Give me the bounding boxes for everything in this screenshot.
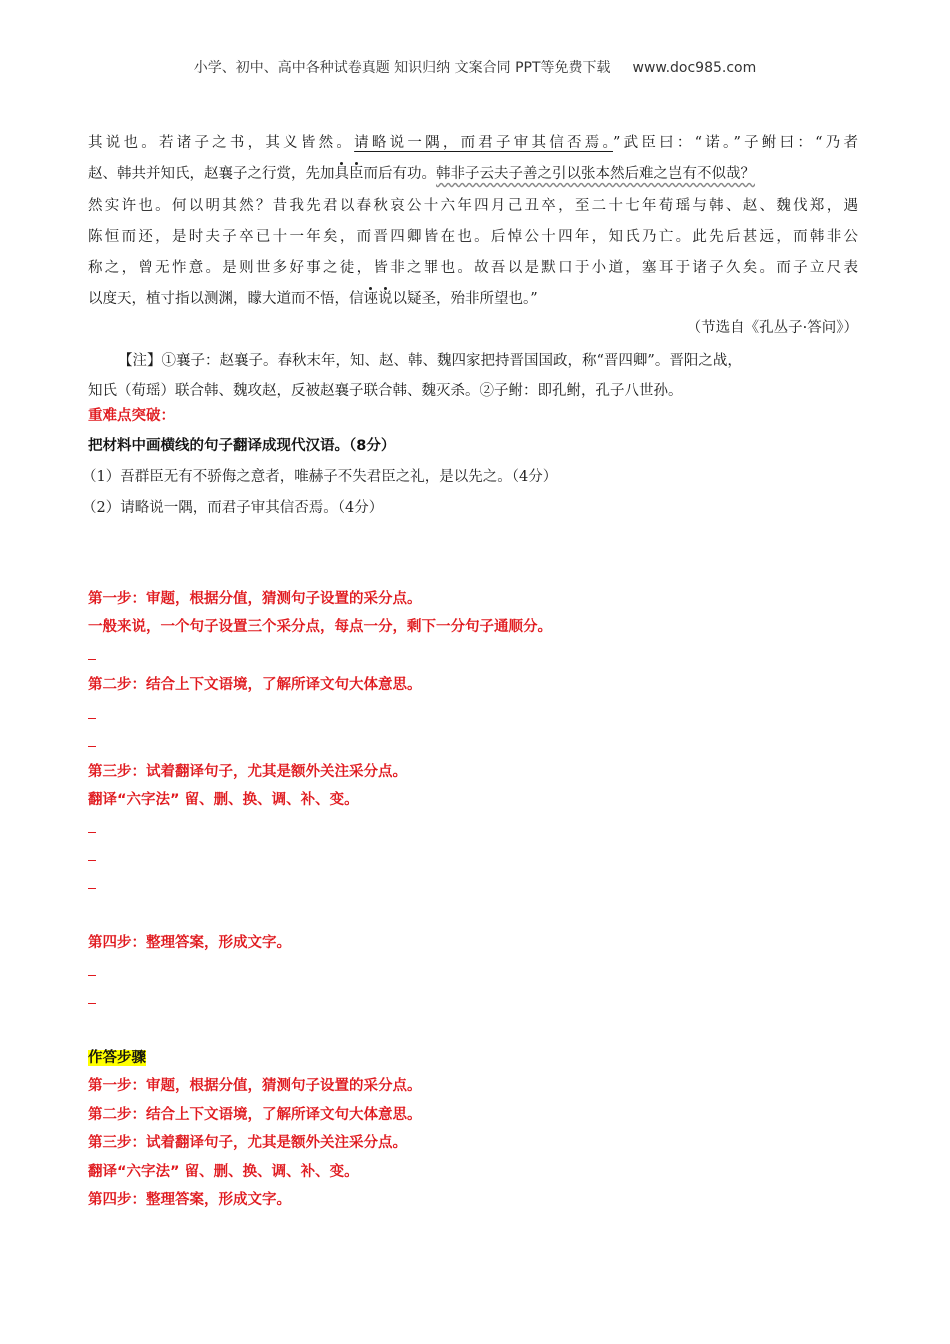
passage-line: 陈恒而还，是时夫子卒已十一年矣，而晋四卿皆在也。后悼公十四年，知氏乃亡。此先后甚远，而韩非公	[88, 228, 858, 245]
step-3: 第三步：试着翻译句子，尤其是额外关注采分点。	[88, 764, 407, 780]
step-4: 第四步：整理答案，形成文字。	[88, 935, 291, 951]
dotted-char: 说	[378, 291, 393, 308]
wavy-underlined-sentence: 韩非子云夫子善之引以张本然后难之岂有不似哉？	[436, 166, 755, 183]
annotation-note	[88, 346, 858, 406]
page-header	[0, 57, 950, 77]
task-instruction: 把材料中画横线的句子翻译成现代汉语。（8分）	[88, 438, 396, 454]
step-1: 第一步：审题，根据分值，猜测句子设置的采分点。	[88, 591, 422, 607]
header-site-link[interactable]: www.doc985.com	[632, 60, 757, 76]
passage-line: 赵、韩共并知氏，赵襄子之行赏，先加具臣而后有功。韩非子云夫子善之引以张本然后难之岂有不似哉？	[88, 166, 755, 183]
step-2: 第二步：结合上下文语境，了解所译文句大体意思。	[88, 677, 422, 693]
note-line: 【注】①襄子：赵襄子。春秋末年，知、赵、韩、魏四家把持晋国国政，称“晋四卿”。晋阳之战，	[118, 353, 742, 369]
passage-line: 称之，曾无怍意。是则世多好事之徒，皆非之罪也。故吾以是默口于小道，塞耳于诸子久矣。而子立尺表	[88, 260, 858, 277]
question-2: （2）请略说一隅，而君子审其信否焉。（4分）	[82, 500, 384, 516]
underlined-sentence: 请略说一隅，而君子审其信否焉。	[354, 135, 613, 151]
note-line: 知氏（荀瑶）联合韩、魏攻赵，反被赵襄子联合韩、魏灭杀。②子鲋：即孔鲋，孔子八世孙。	[88, 383, 683, 399]
answer-blank	[88, 888, 96, 889]
passage-source: （节选自《孔丛子·答问》）	[686, 320, 858, 336]
dotted-char: 具	[334, 166, 349, 183]
passage	[88, 128, 858, 316]
summary-step-1: 第一步：审题，根据分值，猜测句子设置的采分点。	[88, 1078, 422, 1094]
answer-blank	[88, 659, 96, 660]
question-1: （1）吾群臣无有不骄侮之意者，唯赫子不失君臣之礼，是以先之。（4分）	[82, 469, 558, 485]
summary-step-3-detail: 翻译“六字法” 留、删、换、调、补、变。	[88, 1164, 359, 1180]
step-1-detail: 一般来说，一个句子设置三个采分点，每点一分，剩下一分句子通顺分。	[88, 619, 552, 635]
answer-blank	[88, 860, 96, 861]
answer-blank	[88, 975, 96, 976]
dotted-char: 诬	[363, 291, 378, 308]
summary-step-2: 第二步：结合上下文语境，了解所译文句大体意思。	[88, 1107, 422, 1123]
passage-line: 以度天，植寸指以测渊，矇大道而不悟，信诬说以疑圣，殆非所望也。”	[88, 291, 538, 308]
answer-blank	[88, 746, 96, 747]
passage-line: 其说也。若诸子之书，其义皆然。请略说一隅，而君子审其信否焉。”武臣曰：“诺。”子鲋曰：“乃者	[88, 135, 858, 151]
step-3-detail: 翻译“六字法” 留、删、换、调、补、变。	[88, 792, 359, 808]
header-banner-text: 小学、初中、高中各种试卷真题 知识归纳 文案合同 PPT等免费下载	[193, 60, 611, 76]
answer-blank	[88, 718, 96, 719]
summary-title: 作答步骤	[88, 1050, 146, 1066]
dotted-char: 臣	[349, 166, 364, 183]
summary-step-4: 第四步：整理答案，形成文字。	[88, 1192, 291, 1208]
passage-line: 然实许也。何以明其然？昔我先君以春秋哀公十六年四月己丑卒，至二十七年荀瑶与韩、赵、魏伐郑，遇	[88, 197, 858, 214]
answer-blank	[88, 832, 96, 833]
key-points-heading: 重难点突破：	[88, 408, 175, 424]
summary-step-3: 第三步：试着翻译句子，尤其是额外关注采分点。	[88, 1135, 407, 1151]
answer-blank	[88, 1003, 96, 1004]
